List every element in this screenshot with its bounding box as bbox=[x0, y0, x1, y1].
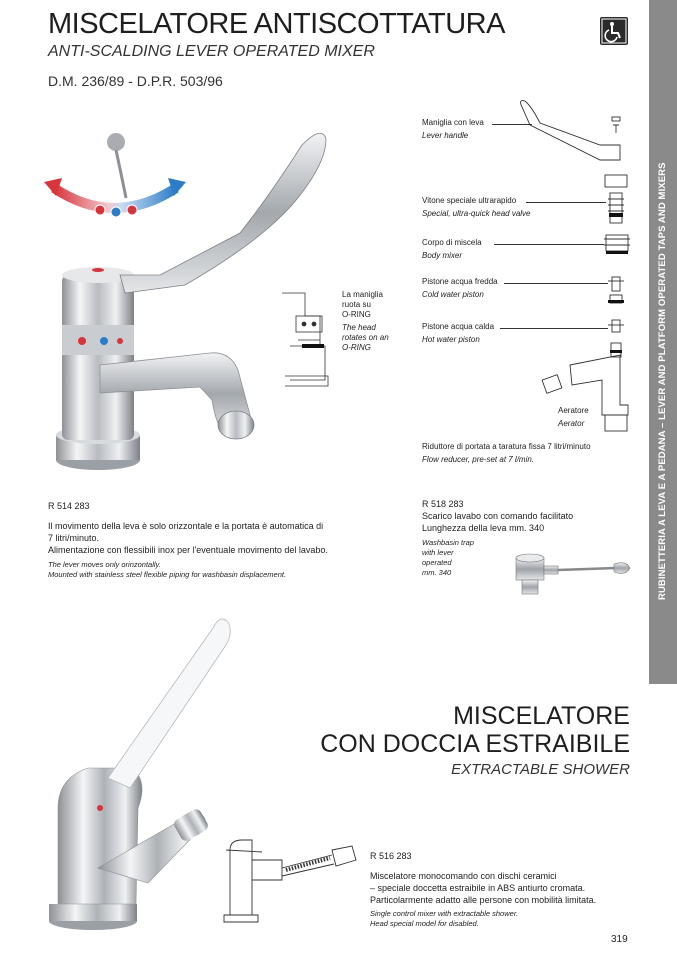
description-line: Miscelatore monocomando con dischi ceramici bbox=[370, 871, 557, 881]
oring-note-it-line: La maniglia bbox=[342, 290, 383, 299]
description-line: Scarico lavabo con comando facilitato bbox=[422, 511, 574, 521]
section-title-line: MISCELATORE bbox=[453, 702, 630, 730]
part-label-en: Body mixer bbox=[422, 251, 463, 260]
product-description-en bbox=[422, 538, 474, 578]
description-line: Alimentazione con flessibili inox per l'eventuale movimento del lavabo. bbox=[48, 545, 328, 555]
oring-diagram bbox=[280, 288, 335, 390]
norms-reference: D.M. 236/89 - D.P.R. 503/96 bbox=[48, 73, 223, 89]
product-description-en bbox=[370, 909, 518, 929]
description-line: mm. 340 bbox=[422, 568, 452, 577]
part-label-it: Corpo di miscela bbox=[422, 238, 482, 247]
description-line: – speciale doccetta estraibile in ABS antiurto cromata. bbox=[370, 883, 586, 893]
description-line: Head special model for disabled. bbox=[370, 919, 479, 928]
oring-note-en-line: O-RING bbox=[342, 343, 371, 352]
description-line: operated bbox=[422, 558, 452, 567]
part-label-it: Aeratore bbox=[558, 406, 589, 415]
description-line: Mounted with stainless steel flexible piping for washbasin displacement. bbox=[48, 570, 287, 579]
page-title: MISCELATORE ANTISCOTTATURA bbox=[48, 8, 505, 40]
temperature-arc-icon bbox=[44, 128, 186, 223]
description-line: Particolarmente adatto alle persone con mobilità limitata. bbox=[370, 895, 597, 905]
leader-line bbox=[500, 328, 608, 329]
side-band bbox=[649, 0, 677, 684]
oring-note-it-line: ruota su bbox=[342, 300, 371, 309]
oring-note-en bbox=[342, 323, 389, 353]
product-description-en bbox=[48, 560, 378, 580]
section-subtitle: EXTRACTABLE SHOWER bbox=[451, 761, 630, 778]
wheelchair-icon bbox=[600, 17, 628, 45]
part-label-en: Cold water piston bbox=[422, 290, 484, 299]
section-title-line: CON DOCCIA ESTRAIBILE bbox=[320, 730, 630, 758]
product-code: R 514 283 bbox=[48, 501, 90, 511]
leader-line bbox=[494, 244, 604, 245]
leader-line bbox=[492, 124, 532, 125]
description-line: Il movimento della leva è solo orizzontale e la portata è automatica di bbox=[48, 521, 324, 531]
side-band-text: RUBINETTERIA A LEVA E A PEDANA – LEVER AND PLATFORM OPERATED TAPS AND MIXERS bbox=[657, 162, 668, 600]
page-subtitle: ANTI-SCALDING LEVER OPERATED MIXER bbox=[48, 43, 375, 60]
oring-note-it-line: O-RING bbox=[342, 310, 371, 319]
description-line: Single control mixer with extractable shower. bbox=[370, 909, 519, 918]
product-code: R 516 283 bbox=[370, 851, 412, 861]
part-label-en: Aerator bbox=[558, 419, 585, 428]
part-label-en: Lever handle bbox=[422, 131, 469, 140]
part-label-en: Special, ultra-quick head valve bbox=[422, 209, 531, 218]
shower-mixer-illustration bbox=[38, 608, 238, 933]
leader-line bbox=[526, 202, 606, 203]
oring-note-en-line: The head bbox=[342, 323, 376, 332]
product-description-it bbox=[48, 520, 378, 556]
part-label-en: Flow reducer, pre-set at 7 l/min. bbox=[422, 455, 535, 464]
product-code: R 518 283 bbox=[422, 499, 464, 509]
description-line: The lever moves only orinzontally. bbox=[48, 560, 161, 569]
part-label-it: Maniglia con leva bbox=[422, 118, 484, 127]
leader-line bbox=[504, 283, 608, 284]
shower-line-drawing bbox=[222, 820, 362, 925]
description-line: Lunghezza della leva mm. 340 bbox=[422, 523, 545, 533]
oring-note-it bbox=[342, 290, 383, 320]
part-label-it: Riduttore di portata a taratura fissa 7 litri/minuto bbox=[422, 442, 591, 451]
product-description-it bbox=[370, 870, 596, 906]
product-description-it bbox=[422, 510, 573, 534]
part-label-it: Vitone speciale ultrarapido bbox=[422, 196, 517, 205]
part-label-it: Pistone acqua calda bbox=[422, 322, 495, 331]
part-label-it: Pistone acqua fredda bbox=[422, 277, 498, 286]
description-line: with lever bbox=[422, 548, 454, 557]
exploded-parts-diagram bbox=[510, 95, 645, 445]
part-label-en: Hot water piston bbox=[422, 335, 480, 344]
description-line: Washbasin trap bbox=[422, 538, 474, 547]
washbasin-trap-illustration bbox=[508, 550, 633, 600]
oring-note-en-line: rotates on an bbox=[342, 333, 389, 342]
description-line: 7 litri/minuto. bbox=[48, 533, 100, 543]
page-number: 319 bbox=[611, 934, 628, 945]
